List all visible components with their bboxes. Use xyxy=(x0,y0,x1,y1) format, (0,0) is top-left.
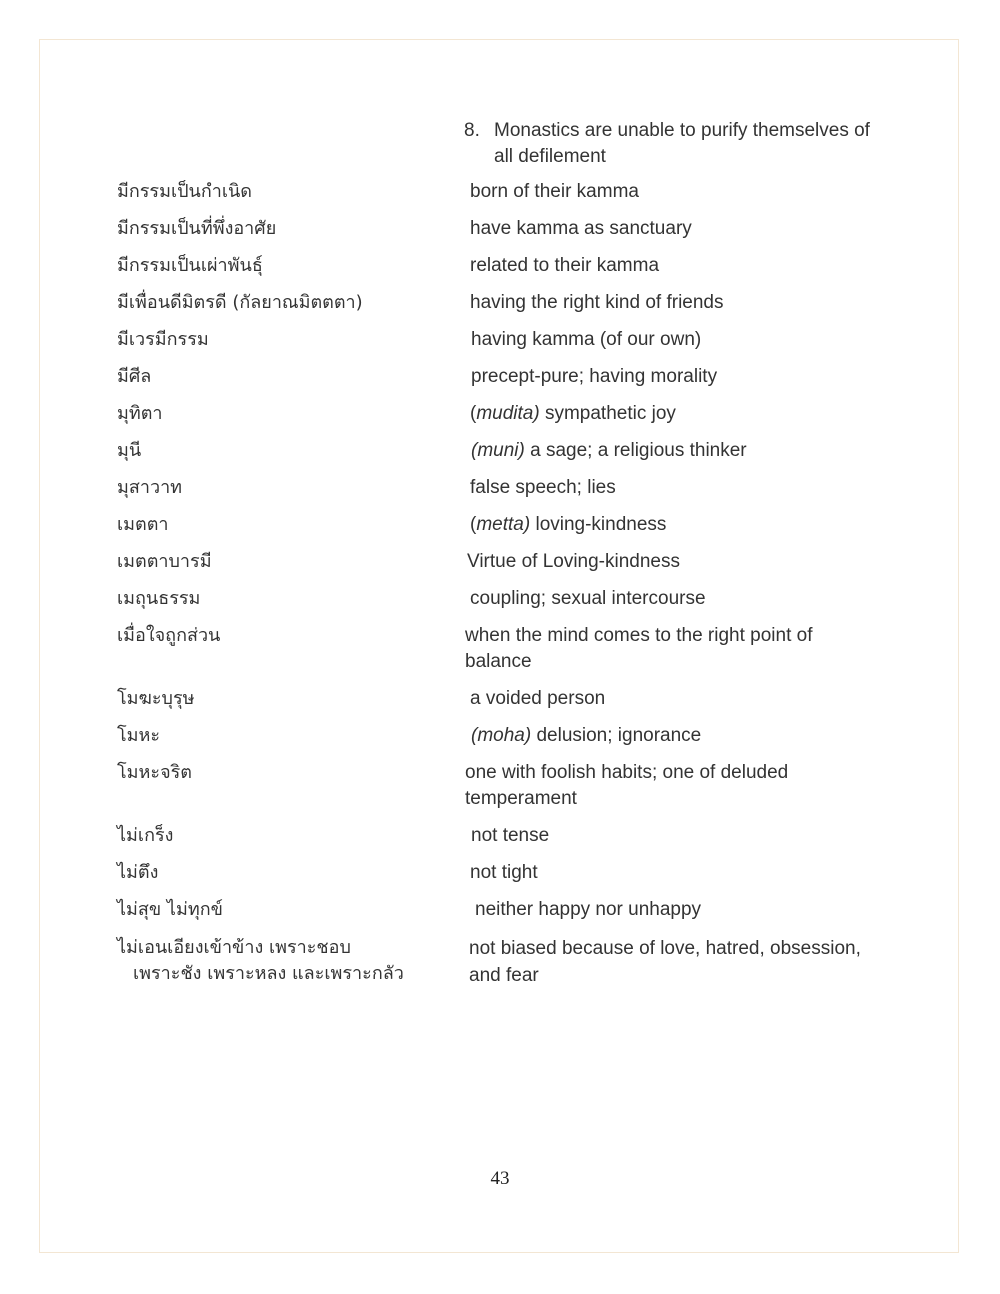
thai-term: ไม่เกร็ง xyxy=(117,825,174,846)
definition: having the right kind of friends xyxy=(470,292,724,313)
definition: have kamma as sanctuary xyxy=(470,218,692,239)
thai-term: มีศีล xyxy=(117,366,152,387)
thai-term-multiline xyxy=(117,935,404,987)
definition: not tense xyxy=(471,825,550,846)
thai-term: เมถุนธรรม xyxy=(117,588,201,609)
definition: related to their kamma xyxy=(470,255,660,276)
thai-term: ไม่ตึง xyxy=(117,862,159,883)
thai-term: มุสาวาท xyxy=(117,477,183,498)
thai-term: มีเพื่อนดีมิตรดี (กัลยาณมิตตตา) xyxy=(117,292,363,313)
definition: not tight xyxy=(470,862,538,883)
pali-term: (moha) xyxy=(471,725,532,746)
numbered-item-8 xyxy=(464,118,874,170)
definition xyxy=(470,401,676,427)
thai-term: มีกรรมเป็นที่พึ่งอาศัย xyxy=(117,218,277,239)
definition: one with foolish habits; one of deluded temperament xyxy=(465,762,789,809)
definition: when the mind comes to the right point of balance xyxy=(465,625,813,672)
definition: having kamma (of our own) xyxy=(471,329,702,350)
item-text: Monastics are unable to purify themselves of all defilement xyxy=(494,120,870,167)
definition-rest: delusion; ignorance xyxy=(531,725,702,746)
definition: coupling; sexual intercourse xyxy=(470,588,706,609)
definition: neither happy nor unhappy xyxy=(475,899,702,920)
pali-term: mudita) xyxy=(476,403,540,424)
thai-term: เมตตา xyxy=(117,514,169,535)
thai-term: มีเวรมีกรรม xyxy=(117,329,209,350)
thai-term: มีกรรมเป็นเผ่าพันธุ์ xyxy=(117,255,263,276)
definition-prefix: ( xyxy=(470,403,477,424)
pali-term: metta) xyxy=(476,514,531,535)
definition-rest: loving-kindness xyxy=(530,514,667,535)
thai-term: มีกรรมเป็นกำเนิด xyxy=(117,181,252,202)
thai-term: เมื่อใจถูกส่วน xyxy=(117,625,221,646)
definition: false speech; lies xyxy=(470,477,616,498)
definition: born of their kamma xyxy=(470,181,639,202)
thai-term: โมฆะบุรุษ xyxy=(117,688,195,709)
thai-term-line2: เพราะชัง เพราะหลง และเพราะกลัว xyxy=(133,963,404,984)
thai-term: มุทิตา xyxy=(117,403,163,424)
definition-rest: sympathetic joy xyxy=(539,403,676,424)
definition: not biased because of love, hatred, obsession, and fear xyxy=(469,938,861,986)
thai-term: โมหะ xyxy=(117,725,161,746)
definition-prefix: ( xyxy=(470,514,477,535)
page-number: 43 xyxy=(490,1168,510,1189)
definition: a voided person xyxy=(470,688,606,709)
thai-term-line1: ไม่เอนเอียงเข้าข้าง เพราะชอบ xyxy=(117,937,351,958)
thai-term: ไม่สุข ไม่ทุกข์ xyxy=(117,899,223,920)
definition-rest: a sage; a religious thinker xyxy=(524,440,747,461)
thai-term: เมตตาบารมี xyxy=(117,551,212,572)
definition xyxy=(470,512,666,538)
definition: precept-pure; having morality xyxy=(471,366,718,387)
definition xyxy=(471,438,747,464)
definition: Virtue of Loving-kindness xyxy=(467,551,680,572)
pali-term: (muni) xyxy=(471,440,525,461)
thai-term: โมหะจริต xyxy=(117,762,192,783)
item-number: 8. xyxy=(464,120,480,141)
definition xyxy=(471,723,701,749)
thai-term: มุนี xyxy=(117,440,142,461)
